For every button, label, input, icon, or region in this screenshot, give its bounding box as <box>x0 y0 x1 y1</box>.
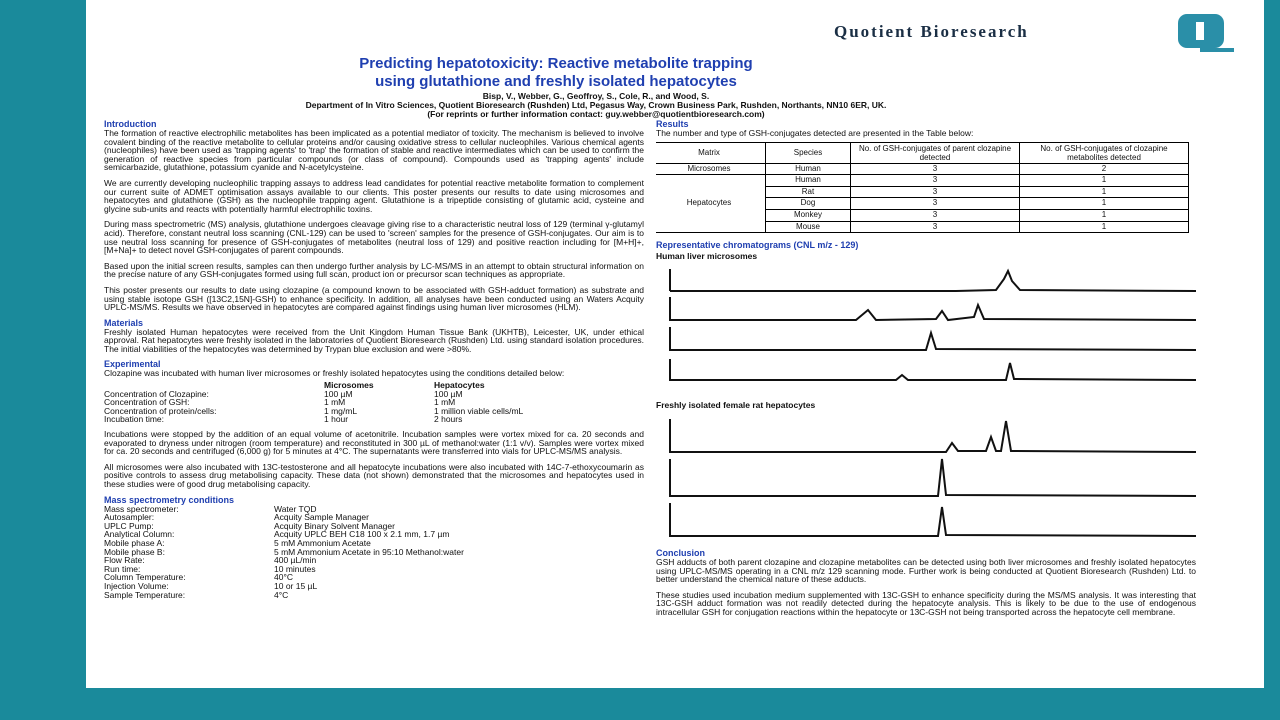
ms-value: 10 minutes <box>274 563 316 574</box>
table-cell: Human <box>766 163 851 175</box>
cond-value: 1 mg/mL <box>324 405 358 416</box>
table-cell: 3 <box>851 198 1020 210</box>
experimental-heading: Experimental <box>104 359 161 370</box>
ms-value: Acquity Binary Solvent Manager <box>274 520 395 531</box>
ms-label: Flow Rate: <box>104 555 145 566</box>
cond-header: Hepatocytes <box>434 380 485 391</box>
introduction-heading: Introduction <box>104 120 157 129</box>
ms-label: Mass spectrometer: <box>104 503 179 514</box>
results-intro: The number and type of GSH-conjugates detected are presented in the Table below: <box>656 128 974 138</box>
table-header: Species <box>766 142 851 163</box>
table-cell: Dog <box>766 198 851 210</box>
ms-value: 5 mM Ammonium Acetate <box>274 537 371 548</box>
table-cell: Rat <box>766 186 851 198</box>
table-cell: 3 <box>851 209 1020 221</box>
table-cell: 3 <box>851 221 1020 233</box>
table-header: Matrix <box>656 142 766 163</box>
chromatogram-subheading-hlm: Human liver microsomes <box>656 250 758 261</box>
rat-hepatocyte-chromatograms <box>656 413 1196 543</box>
title-line-1: Predicting hepatotoxicity: Reactive metabolite trapping <box>359 55 753 72</box>
rat-trace-2 <box>670 459 1196 497</box>
cond-label: Concentration of Clozapine: <box>104 388 209 399</box>
hlm-trace-3 <box>670 327 1196 351</box>
cond-value: 1 hour <box>324 414 349 425</box>
ms-value: 5 mM Ammonium Acetate in 95:10 Methanol:water <box>274 546 464 557</box>
ms-label: Mobile phase B: <box>104 546 165 557</box>
intro-paragraph: We are currently developing nucleophilic trapping assays to address lead candidates for potential reactive metabolite formation to complement our current suite of ADMET optimisation assays available to our clients. This poster presents our results to date using microsomes and hepatocytes and glutathione (GSH) as the nucleophile trapping agent. Glutathione is a tripeptide consisting of glutamic acid, cysteine and glycine sub-units and reacts with potentially harmful electrophilic toxins. <box>104 177 644 214</box>
cond-header: Microsomes <box>324 380 374 391</box>
hlm-trace-2 <box>670 297 1196 321</box>
table-header: No. of GSH-conjugates of clozapine metabolites detected <box>1020 142 1189 163</box>
chromatogram-heading: Representative chromatograms (CNL m/z - 129) <box>656 240 859 251</box>
table-cell: Hepatocytes <box>656 175 766 233</box>
cond-value: 1 million viable cells/mL <box>434 405 524 416</box>
table-cell: 1 <box>1020 221 1189 233</box>
materials-heading: Materials <box>104 317 144 328</box>
cond-value: 1 mM <box>434 397 456 408</box>
authors: Bisp, V., Webber, G., Geoffroy, S., Cole, R., and Wood, S. <box>482 91 710 101</box>
conclusion-paragraph: These studies used incubation medium supplemented with 13C-GSH to enhance specificity during the MS/MS analysis. It was interesting that 13C-GSH adduct formation was not readily detected during the hepatocyte analysis. This is likely to be due to the use of endogenous intracellular GSH for conjugation reactions within the hepatocyte or 13C-GSH not being transported across the hepatocyte cell membrane. <box>656 589 1196 617</box>
table-cell: 2 <box>1020 163 1189 175</box>
author-block <box>156 92 1036 119</box>
table-row <box>656 175 1189 187</box>
poster <box>86 0 1264 688</box>
ms-label: Injection Volume: <box>104 580 169 591</box>
cond-value: 2 hours <box>434 414 463 425</box>
ms-value: 4°C <box>274 589 289 600</box>
table-row <box>656 163 1189 175</box>
materials-paragraph: Freshly isolated Human hepatocytes were received from the Unit Kingdom Human Tissue Bank (UKHTB), Leicester, UK, under ethical approval. Rat hepatocytes were freshly isolated in the laboratories of Quotient Bioresearch (Rushden) Ltd. using standard isolation procedures. The initial viabilities of the hepatocytes was determined by Trypan blue exclusion and were >80%. <box>104 326 644 354</box>
conclusion-paragraph: GSH adducts of both parent clozapine and clozapine metabolites can be detected using both liver microsomes and freshly isolated hepatocytes using UPLC-MS/MS operating in a CNL m/z 129 scanning mode. Further work is being conducted at Quotient Bioresearch (Rushden) Ltd. to better understand the chemical nature of these adducts. <box>656 556 1196 585</box>
results-heading: Results <box>656 120 689 129</box>
table-header: No. of GSH-conjugates of parent clozapine detected <box>851 142 1020 163</box>
intro-paragraph: The formation of reactive electrophilic metabolites has been implicated as a potential mediator of toxicity. The mechanism is believed to involve covalent binding of the reactive metabolite to cellular proteins and/or causing oxidative stress to cellular nucleophiles. Various chemical agents (nucleophiles) have been used as 'trapping agents' to 'trap' the formation of stable and reactive intermediates which can be used to confirm the generation of reactive species from particular compounds (or class of compound). Compounds used as 'trapping agents' include semicarbazide, glutathione, potassium cyanide and N-acetylcysteine. <box>104 128 644 173</box>
table-cell: 3 <box>851 175 1020 187</box>
ms-value: Acquity UPLC BEH C18 100 x 2.1 mm, 1.7 µm <box>274 529 450 540</box>
company-name: Quotient Bioresearch <box>834 22 1029 41</box>
cond-value: 100 µM <box>324 388 353 399</box>
ms-value: 40°C <box>274 572 293 583</box>
conclusion-heading: Conclusion <box>656 547 705 558</box>
ms-label: Mobile phase A: <box>104 537 165 548</box>
ms-label: UPLC Pump: <box>104 520 154 531</box>
affiliation: Department of In Vitro Sciences, Quotient Bioresearch (Rushden) Ltd, Pegasus Way, Crown Business Park, Rushden, Northants, NN10 6ER, UK. <box>305 100 887 110</box>
intro-paragraph: During mass spectrometric (MS) analysis, glutathione undergoes cleavage giving rise to a characteristic neutral loss of 129 (terminal γ-glutamyl acid). Therefore, constant neutral loss scanning (CNL-129) can be used to 'screen' samples for the presence of GSH-conjugates. Our aim is to use neutral loss scanning for presence of GSH-conjugates of metabolites (neutral loss of 129) and positive reaction including for [M+H]+, [M+Na]+ to detect novel GSH-conjugates of parent compounds. <box>104 219 644 256</box>
bottom-frame-band <box>0 688 1280 720</box>
experimental-intro: Clozapine was incubated with human liver microsomes or freshly isolated hepatocytes using the conditions detailed below: <box>104 368 565 379</box>
table-cell: 3 <box>851 163 1020 175</box>
hlm-trace-1 <box>670 269 1196 291</box>
table-cell: 1 <box>1020 209 1189 221</box>
ms-label: Sample Temperature: <box>104 589 186 600</box>
results-table <box>656 142 1189 234</box>
mass-spec-heading: Mass spectrometry conditions <box>104 494 235 505</box>
incubation-conditions <box>104 381 644 424</box>
table-cell: 1 <box>1020 186 1189 198</box>
ms-value: 400 µL/min <box>274 555 317 566</box>
table-cell: Microsomes <box>656 163 766 175</box>
right-column <box>656 120 1196 688</box>
ms-label: Autosampler: <box>104 512 155 523</box>
mass-spec-conditions <box>104 505 644 600</box>
hlm-trace-4 <box>670 359 1196 381</box>
cond-value: 100 µM <box>434 388 463 399</box>
cond-label: Concentration of GSH: <box>104 397 190 408</box>
ms-label: Analytical Column: <box>104 529 175 540</box>
intro-paragraph: Based upon the initial screen results, samples can then undergo further analysis by LC-MS/MS in an attempt to obtain structural information on the precise nature of any GSH-conjugates formed using full scan, product ion or precursor scan techniques as appropriate. <box>104 260 644 280</box>
table-cell: 3 <box>851 186 1020 198</box>
ms-label: Run time: <box>104 563 141 574</box>
cond-value: 1 mM <box>324 397 346 408</box>
company-logo-icon <box>1176 12 1236 56</box>
experimental-paragraph: Incubations were stopped by the addition of an equal volume of acetonitrile. Incubation samples were vortex mixed for ca. 20 seconds and evaporated to dryness under nitrogen (room temperature) and reconstituted in 300 µL of methanol:water (1:1 v/v). Samples were vortex mixed for ca. 20 seconds and centrifuged (6,000 g) for 5 minutes at 4°C. The supernatants were transferred into vials for UPLC-MS/MS analysis. <box>104 429 644 457</box>
ms-value: 10 or 15 µL <box>274 580 318 591</box>
title-line-2: using glutathione and freshly isolated hepatocytes <box>375 73 737 90</box>
poster-title <box>216 55 896 91</box>
ms-value: Acquity Sample Manager <box>274 512 369 523</box>
experimental-paragraph: All microsomes were also incubated with 13C-testosterone and all hepatocyte incubations were also incubated with 14C-7-ethoxycoumarin as positive controls to assess drug metabolising capacity. These data (not shown) demonstrated that the microsomes and hepatocytes used in these studies were of good drug metabolising capacity. <box>104 461 644 489</box>
table-cell: 1 <box>1020 198 1189 210</box>
contact: (For reprints or further information contact: guy.webber@quotientbioresearch.com) <box>427 109 765 119</box>
ms-label: Column Temperature: <box>104 572 186 583</box>
cond-label: Incubation time: <box>104 414 165 425</box>
cond-label: Concentration of protein/cells: <box>104 405 217 416</box>
table-cell: Mouse <box>766 221 851 233</box>
table-header-row <box>656 142 1189 163</box>
chromatogram-subheading-rat: Freshly isolated female rat hepatocytes <box>656 400 816 411</box>
table-cell: 1 <box>1020 175 1189 187</box>
intro-paragraph: This poster presents our results to date using clozapine (a compound known to be associated with GSH-adduct formation) as substrate and using stable isotope GSH ([13C2,15N]-GSH) to enhance specificity. In addition, all analyses have been conducted using an Waters Acquity UPLC-MS/MS. Results we have observed in hepatocytes are compared against findings using human liver microsomes (HLM). <box>104 284 644 313</box>
left-column <box>104 120 644 688</box>
rat-trace-1 <box>670 419 1196 453</box>
table-cell: Human <box>766 175 851 187</box>
hlm-chromatograms <box>656 263 1196 393</box>
table-cell: Monkey <box>766 209 851 221</box>
ms-value: Water TQD <box>274 503 317 514</box>
rat-trace-3 <box>670 503 1196 537</box>
